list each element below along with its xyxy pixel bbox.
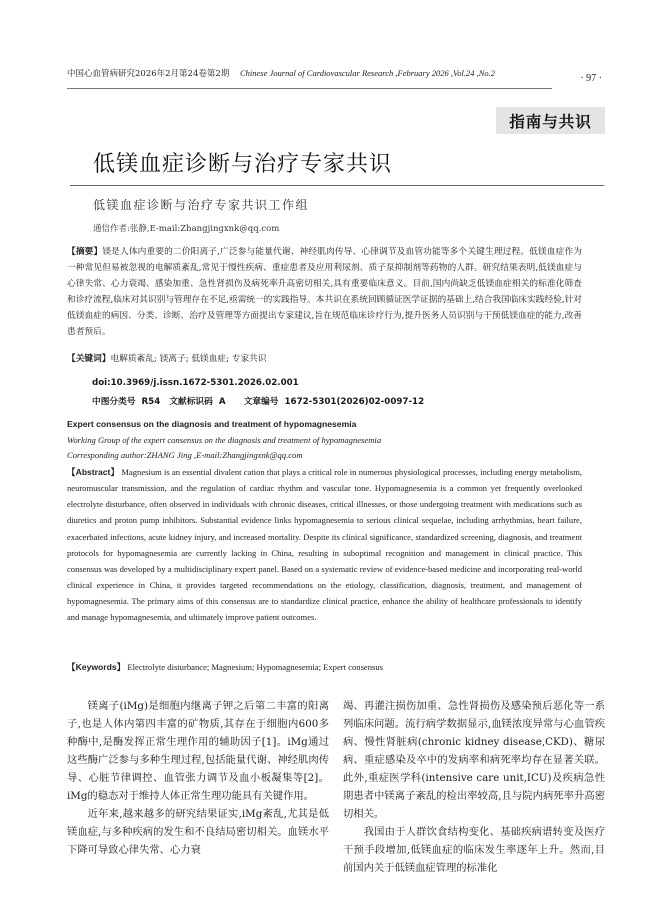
- body-paragraph: 近年来,越来越多的研究结果证实,iMg紊乱,尤其是低镁血症,与多种疾病的发生和不良结局密切相关。血镁水平下降可导致心律失常、心力衰: [67, 808, 329, 856]
- english-corresponding: Corresponding author:ZHANG Jing ,E-mail:Zhangjingxnk@qq.com: [67, 450, 303, 460]
- journal-name-en: Chinese Journal of Cardiovascular Research ,February 2026 ,Vol.24 ,No.2: [239, 68, 496, 78]
- abstract-cn: [67, 244, 582, 341]
- page-number: · 97 ·: [580, 73, 602, 84]
- body-paragraph: 镁离子(iMg)是细胞内继离子钾之后第二丰富的阳离子,也是人体内第四丰富的矿物质,其存在于细胞内600多种酶中,是酶发挥正常生理作用的辅助因子[1]。iMg通过这些酶广泛参与多种生理过程,包括能量代谢、神经肌肉传导、心脏节律调控、血管张力调节及血小板凝集等[2]。iMg的稳态对于维持人体正常生理功能具有关键作用。: [67, 700, 329, 802]
- keywords-en: [67, 661, 582, 673]
- english-title: Expert consensus on the diagnosis and treatment of hypomagnesemia: [67, 419, 357, 429]
- body-paragraph: 我国由于人群饮食结构变化、基础疾病谱转变及医疗干预手段增加,低镁血症的临床发生率逐年上升。然而,目前国内关于低镁血症管理的标准化: [343, 826, 605, 874]
- keywords-cn-label: 【关键词】: [67, 354, 111, 364]
- keywords-cn-text: 电解质紊乱; 镁离子; 低镁血症; 专家共识: [110, 354, 267, 364]
- header-rule: [67, 88, 552, 89]
- keywords-en-label: 【Keywords】: [67, 662, 126, 672]
- corresponding-author: 通信作者:张静,E-mail:Zhangjingxnk@qq.com: [93, 224, 280, 234]
- abstract-cn-label: 【摘要】: [67, 247, 103, 257]
- article-title: 低镁血症诊断与治疗专家共识: [93, 152, 393, 177]
- journal-name-cn: 中国心血管病研究2026年2月第24卷第2期: [67, 69, 230, 79]
- body-paragraph: 竭、再灌注损伤加重、急性肾损伤及感染预后恶化等一系列临床问题。流行病学数据显示,血镁浓度异常与心血管疾病、慢性肾脏病(chronic kidney disease,CKD)、糖尿病、重症感染及卒中的发病率和病死率均存在显著关联。此外,重症医学科(intensive care unit,ICU)及疾病急性期患者中镁离子紊乱的检出率较高,且与院内病死率升高密切相关。: [343, 700, 605, 820]
- keywords-en-text: Electrolyte disturbance; Magnesium; Hypomagnesemia; Expert consensus: [127, 662, 384, 672]
- abstract-cn-text: 镁是人体内重要的二价阳离子,广泛参与能量代谢、神经肌肉传导、心律调节及血管功能等多个关键生理过程。低镁血症作为一种常见但易被忽视的电解质紊乱,常见于慢性疾病、重症患者及应用利尿剂、质子泵抑制剂等药物的人群。研究结果表明,低镁血症与心律失常、心力衰竭、感染加重、急性肾损伤及病死率升高密切相关,具有重要临床意义。目前,国内尚缺乏低镁血症相关的标准化筛查和诊疗流程,临床对其识别与管理存在不足,亟需统一的实践指导。本共识在系统回顾循证医学证据的基础上,结合我国临床实践经验,针对低镁血症的病因、分类、诊断、治疗及管理等方面提出专家建议,旨在规范临床诊疗行为,提升医务人员识别与干预低镁血症的能力,改善患者预后。: [67, 247, 582, 338]
- body-column-left: [67, 697, 329, 859]
- author-group: 低镁血症诊断与治疗专家共识工作组: [93, 198, 310, 212]
- abstract-en-label: 【Abstract】: [67, 467, 120, 477]
- running-header: [67, 67, 582, 79]
- category-label: 指南与共识: [496, 107, 605, 134]
- body-column-right: [343, 697, 605, 877]
- keywords-cn: [67, 352, 582, 364]
- title-rule: [70, 185, 604, 186]
- doi: doi:10.3969/j.issn.1672-5301.2026.02.001: [92, 378, 299, 388]
- abstract-en: [67, 464, 582, 626]
- english-author-group: Working Group of the expert consensus on the diagnosis and treatment of hypomagnesemia: [67, 435, 382, 445]
- abstract-en-text: Magnesium is an essential divalent cation that plays a critical role in numerous physiological processes, including energy metabolism, neuromuscular transmission, and the regulation of cardiac rhythm and vascular tone. Hypomagnesemia is a common yet frequently overlooked electrolyte disturbance, often observed in individuals with chronic diseases, critical illnesses, or those undergoing treatment with medications such as diuretics and proton pump inhibitors. Substantial evidence links hypomagnesemia to serious clinical sequelae, including arrhythmias, heart failure, exacerbated infections, acute kidney injury, and increased mortality. Despite its clinical significance, standardized screening, diagnosis, and treatment protocols for hypomagnesemia are currently lacking in China, resulting in suboptimal recognition and management in clinical practice. This consensus was developed by a multidisciplinary expert panel. Based on a systematic review of evidence-based medicine and incorporating real-world clinical experience in China, it provides targeted recommendations on the etiology, classification, diagnosis, treatment, and management of hypomagnesemia. The primary aims of this consensus are to standardize clinical practice, enhance the ability of healthcare professionals to identify and manage hypomagnesemia, and ultimately improve patient outcomes.: [67, 467, 583, 623]
- classification-line: 中图分类号 R54 文献标识码 A 文章编号 1672-5301(2026)02-0097-12: [92, 397, 425, 407]
